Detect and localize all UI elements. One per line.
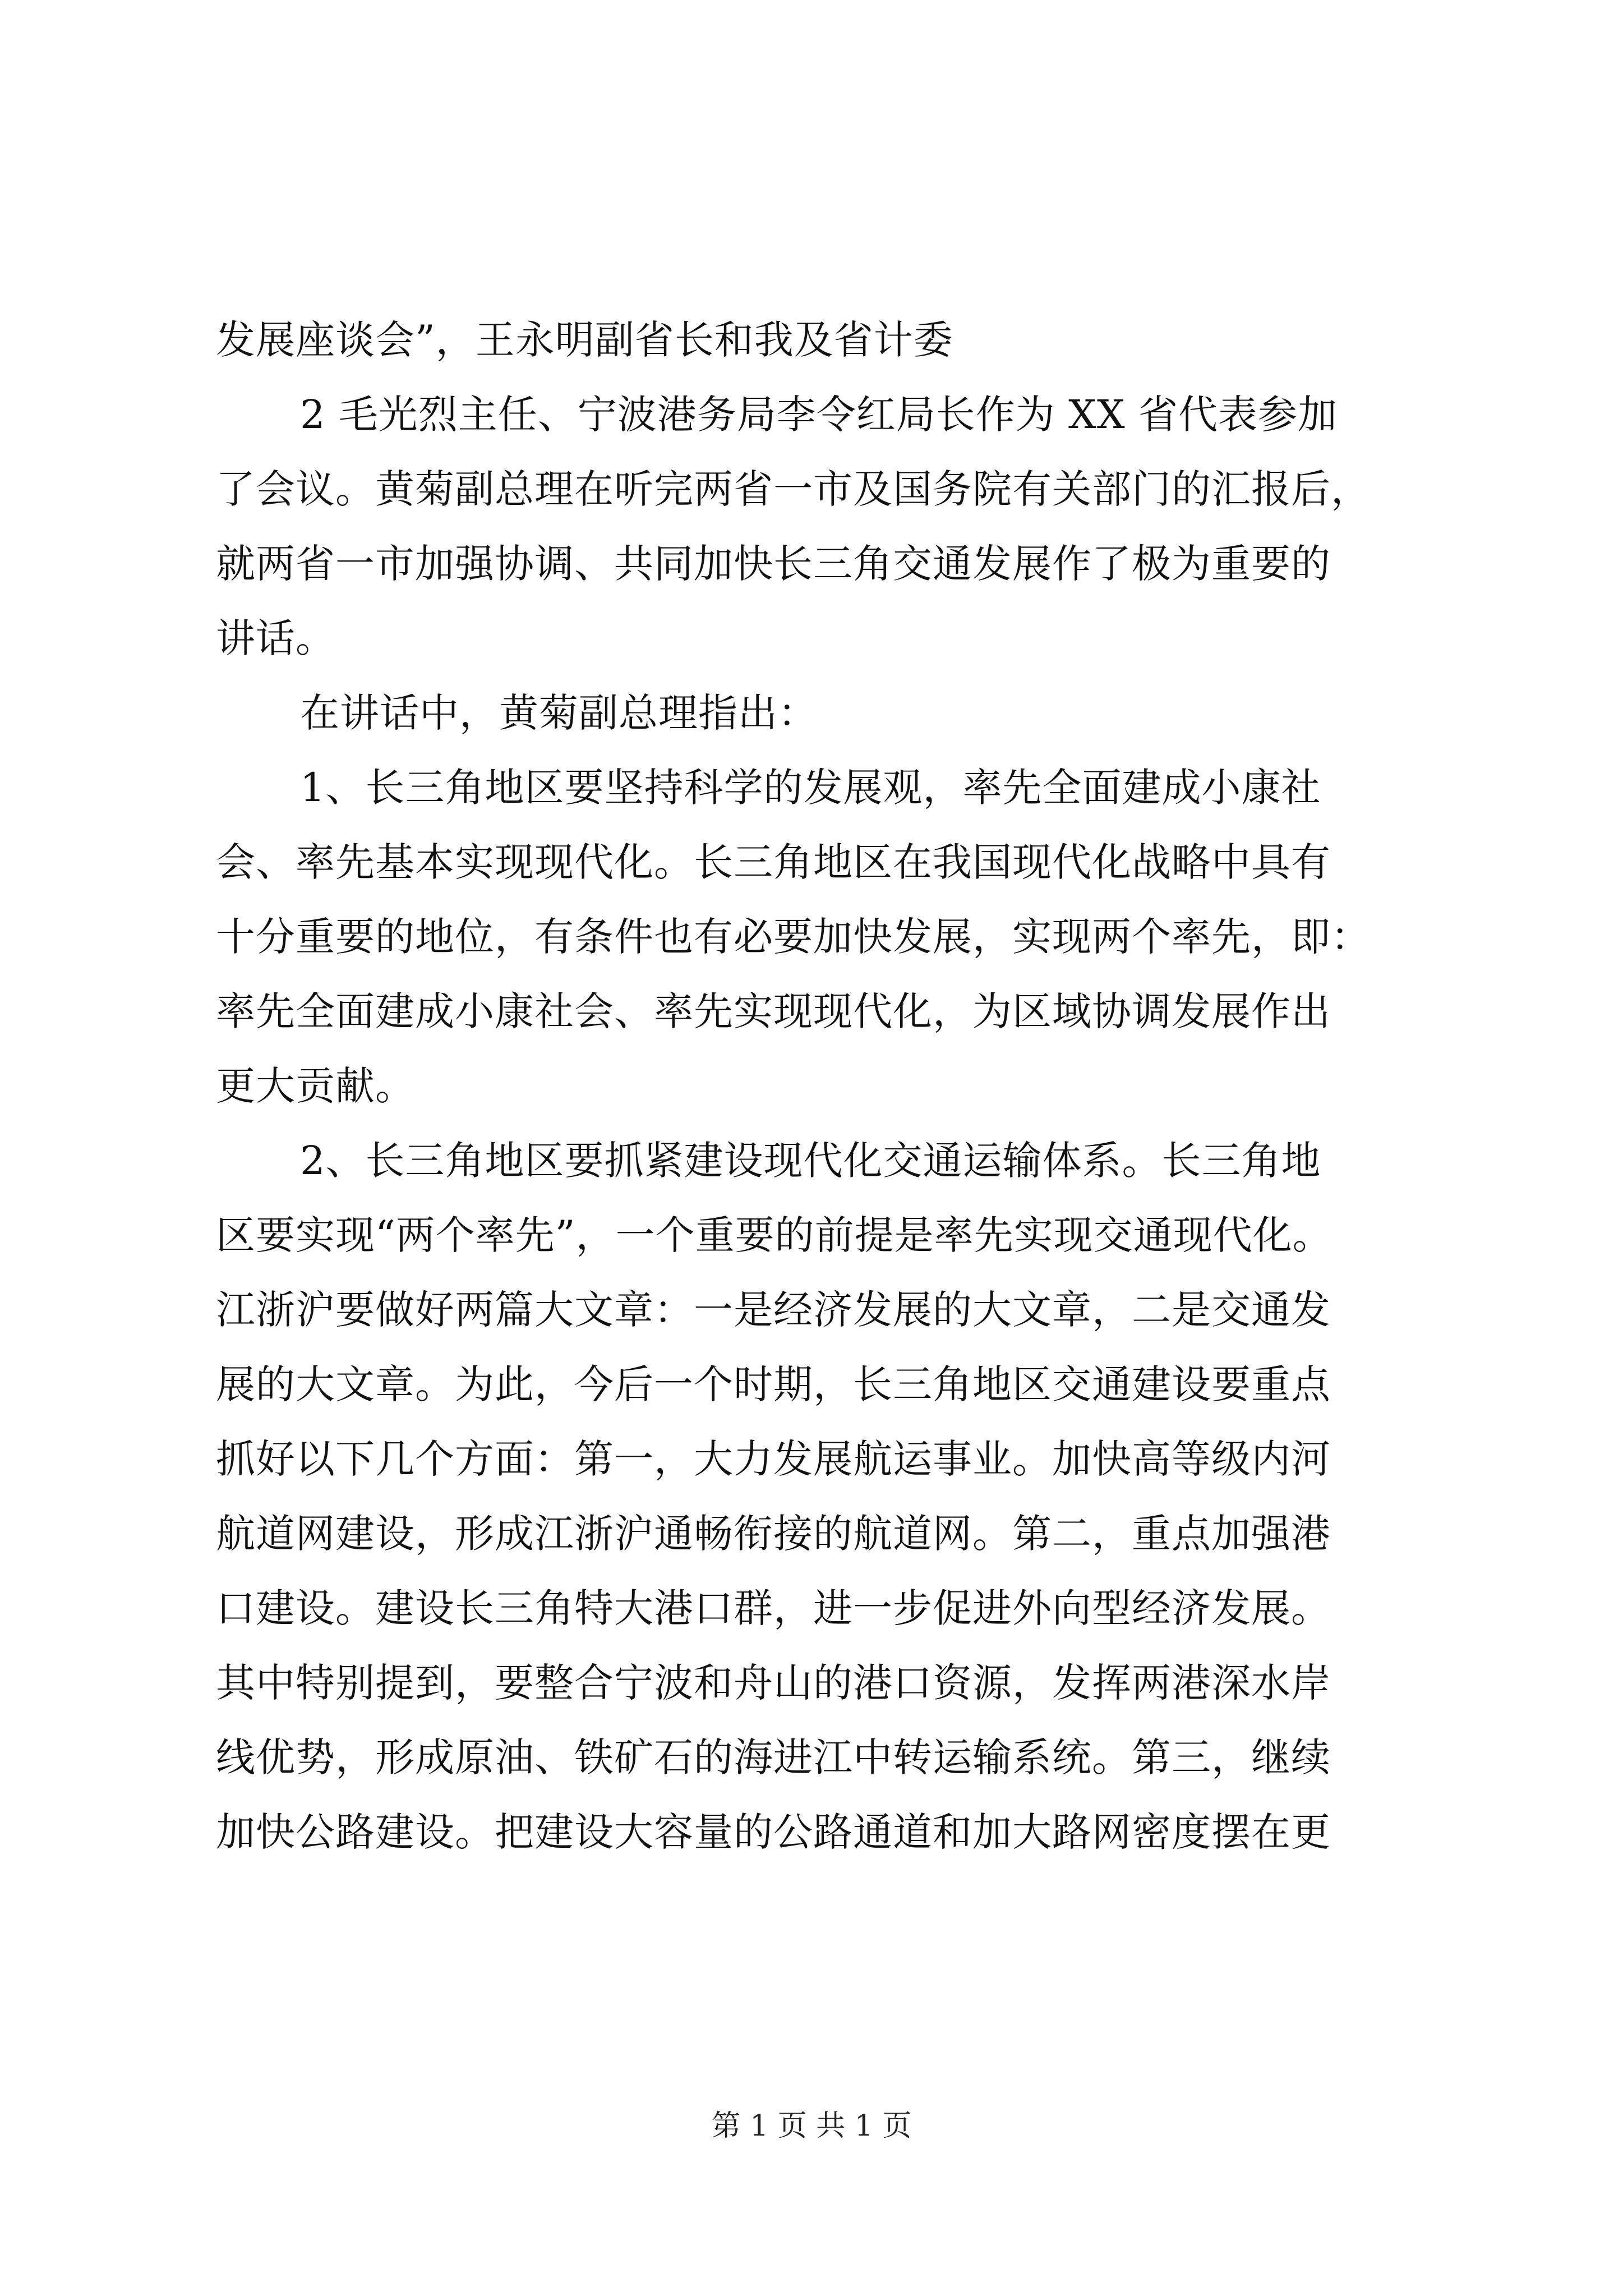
text-line: 加快公路建设。把建设大容量的公路通道和加大路网密度摆在更 xyxy=(216,1809,1331,1855)
text-line: 1、长三角地区要坚持科学的发展观，率先全面建成小康社 xyxy=(300,765,1321,811)
text-line: 更大贡献。 xyxy=(216,1063,415,1109)
text-line: 其中特别提到，要整合宁波和舟山的港口资源，发挥两港深水岸 xyxy=(216,1660,1331,1706)
text-line: 率先全面建成小康社会、率先实现现代化，为区域协调发展作出 xyxy=(216,988,1331,1034)
page-footer: 第 1 页 共 1 页 xyxy=(711,2109,912,2143)
text-line: 航道网建设，形成江浙沪通畅衔接的航道网。第二，重点加强港 xyxy=(216,1511,1331,1557)
text-line: 江浙沪要做好两篇大文章：一是经济发展的大文章，二是交通发 xyxy=(216,1287,1331,1333)
text-line: 发展座谈会”，王永明副省长和我及省计委 xyxy=(216,317,953,363)
text-line: 抓好以下几个方面：第一，大力发展航运事业。加快高等级内河 xyxy=(216,1436,1331,1482)
text-line: 线优势，形成原油、铁矿石的海进江中转运输系统。第三，继续 xyxy=(216,1734,1331,1780)
document-body xyxy=(216,303,1450,1870)
text-line: 就两省一市加强协调、共同加快长三角交通发展作了极为重要的 xyxy=(216,541,1331,587)
text-line: 讲话。 xyxy=(216,615,335,661)
text-line: 会、率先基本实现现代化。长三角地区在我国现代化战略中具有 xyxy=(216,839,1331,885)
text-line: 在讲话中，黄菊副总理指出： xyxy=(300,690,818,736)
text-line: 展的大文章。为此，今后一个时期，长三角地区交通建设要重点 xyxy=(216,1361,1331,1407)
text-line: 2 毛光烈主任、宁波港务局李令红局长作为 XX 省代表参加 xyxy=(300,392,1338,438)
text-line: 了会议。黄菊副总理在听完两省一市及国务院有关部门的汇报后， xyxy=(216,466,1371,512)
text-line: 口建设。建设长三角特大港口群，进一步促进外向型经济发展。 xyxy=(216,1585,1331,1631)
text-line: 区要实现“两个率先”，一个重要的前提是率先实现交通现代化。 xyxy=(216,1212,1332,1258)
text-line: 2、长三角地区要抓紧建设现代化交通运输体系。长三角地 xyxy=(300,1138,1321,1184)
text-line: 十分重要的地位，有条件也有必要加快发展，实现两个率先，即： xyxy=(216,914,1371,960)
